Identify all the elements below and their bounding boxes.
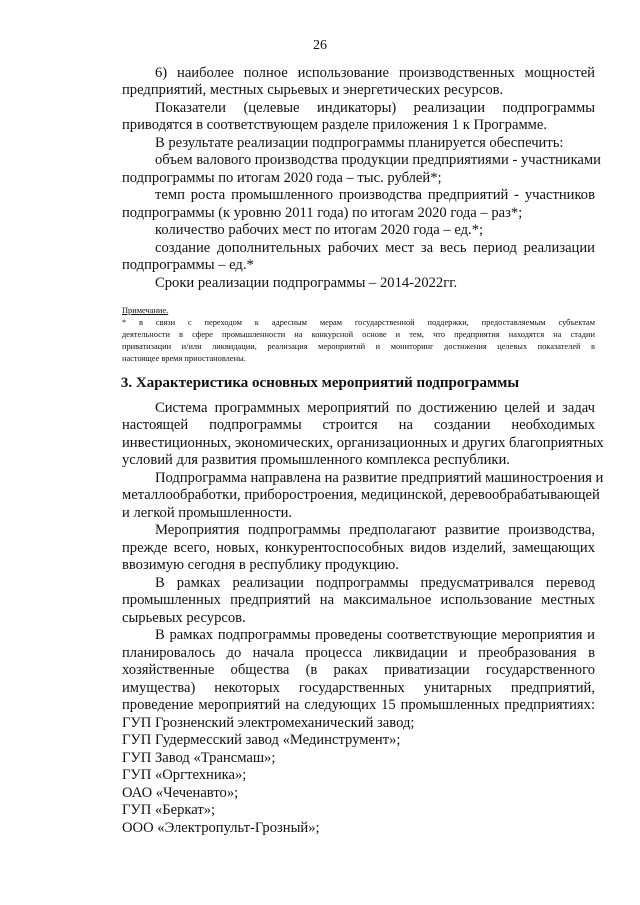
paragraph-line: и легкой промышленности. bbox=[122, 505, 293, 521]
list-item: ГУП «Беркат»; bbox=[122, 802, 216, 818]
list-item: ОАО «Чеченавто»; bbox=[122, 785, 239, 801]
paragraph-line: настоящей подпрограммы строится на создании необходимых bbox=[122, 417, 595, 433]
paragraph-line: В рамках реализации подпрограммы предусматривался перевод bbox=[155, 575, 595, 591]
paragraph-line: инвестиционных, экономических, организационных и других благоприятных bbox=[122, 435, 604, 451]
note-line: настоящее время приостановлены. bbox=[122, 354, 246, 363]
paragraph-line: количество рабочих мест по итогам 2020 года – ед.*; bbox=[155, 222, 484, 238]
paragraph-line: В рамках подпрограммы проведены соответствующие мероприятия и bbox=[155, 627, 595, 643]
list-item: ГУП Грозненский электромеханический завод; bbox=[122, 715, 415, 731]
paragraph-line: приводятся в соответствующем разделе приложения 1 к Программе. bbox=[122, 117, 548, 133]
paragraph-line: подпрограммы по итогам 2020 года – тыс. рублей*; bbox=[122, 170, 442, 186]
list-item: ГУП «Оргтехника»; bbox=[122, 767, 247, 783]
paragraph-line: Мероприятия подпрограммы предполагают развитие производства, bbox=[155, 522, 595, 538]
paragraph-line: 6) наиболее полное использование производственных мощностей bbox=[155, 65, 595, 81]
paragraph-line: темп роста промышленного производства предприятий - участников bbox=[155, 187, 595, 203]
note-line: деятельности в сфере промышленности на конкурсной основе и тем, что предприятия находятся на стадии bbox=[122, 330, 595, 339]
paragraph-line: условий для развития промышленного комплекса республики. bbox=[122, 452, 510, 468]
page-number: 26 bbox=[313, 38, 327, 53]
paragraph-line: металлообработки, приборостроения, медицинской, деревообрабатывающей bbox=[122, 487, 600, 503]
paragraph-line: объем валового производства продукции предприятиями - участниками bbox=[155, 152, 601, 168]
paragraph-line: планировалось до начала процесса ликвидации и преобразования в bbox=[122, 645, 595, 661]
paragraph-line: Показатели (целевые индикаторы) реализации подпрограммы bbox=[155, 100, 595, 116]
list-item: ООО «Электропульт-Грозный»; bbox=[122, 820, 320, 836]
paragraph-line: проведение мероприятий на следующих 15 промышленных предприятиях: bbox=[122, 697, 595, 713]
paragraph-line: Сроки реализации подпрограммы – 2014-2022гг. bbox=[155, 275, 458, 291]
section-heading: 3. Характеристика основных мероприятий подпрограммы bbox=[120, 375, 520, 391]
paragraph-line: Подпрограмма направлена на развитие предприятий машиностроения и bbox=[155, 470, 604, 486]
list-item: ГУП Гудермесский завод «Мединструмент»; bbox=[122, 732, 401, 748]
paragraph-line: промышленных предприятий на максимальное использование местных bbox=[122, 592, 595, 608]
paragraph-line: подпрограммы (к уровню 2011 года) по итогам 2020 года – раз*; bbox=[122, 205, 523, 221]
paragraph-line: ввозимую сегодня в республику продукцию. bbox=[122, 557, 399, 573]
paragraph-line: хозяйственные общества (в раках приватизации государственного bbox=[122, 662, 595, 678]
note-line: приватизации и/или ликвидации, реализация мероприятий и мониторинг достижения целевых показателей в bbox=[122, 342, 595, 351]
paragraph-line: имущества) некоторых государственных унитарных предприятий, bbox=[122, 680, 595, 696]
paragraph-line: создание дополнительных рабочих мест за весь период реализации bbox=[155, 240, 595, 256]
list-item: ГУП Завод «Трансмаш»; bbox=[122, 750, 276, 766]
paragraph-line: Система программных мероприятий по достижению целей и задач bbox=[155, 400, 595, 416]
note-line: * в связи с переходом к адресным мерам государственной поддержки, предоставляемым субъектам bbox=[122, 318, 595, 327]
paragraph-line: прежде всего, новых, конкурентоспособных видов изделий, замещающих bbox=[122, 540, 595, 556]
paragraph-line: сырьевых ресурсов. bbox=[122, 610, 246, 626]
paragraph-line: подпрограммы – ед.* bbox=[122, 257, 254, 273]
note-title: Примечание. bbox=[122, 306, 169, 315]
paragraph-line: предприятий, местных сырьевых и энергетических ресурсов. bbox=[122, 82, 504, 98]
paragraph-line: В результате реализации подпрограммы планируется обеспечить: bbox=[155, 135, 564, 151]
